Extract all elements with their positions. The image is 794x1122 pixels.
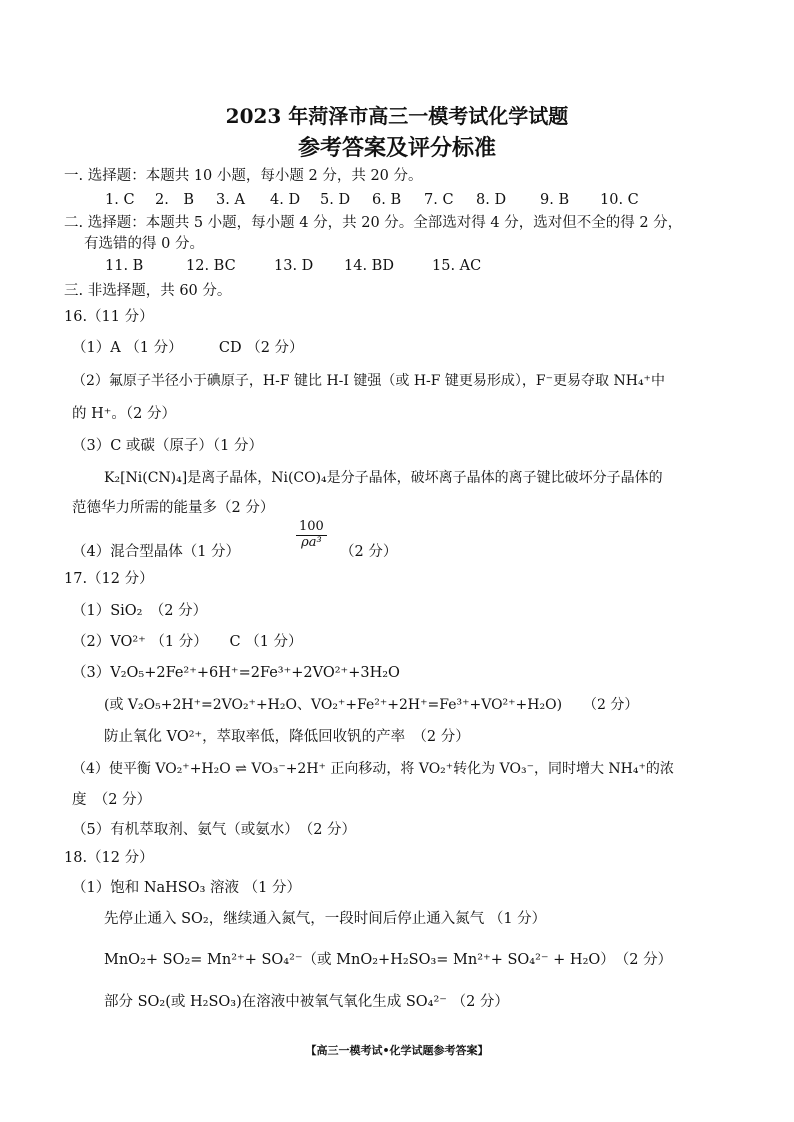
section2-heading-line1: 二. 选择题：本题共 5 小题，每小题 4 分，共 20 分。全部选对得 4 分，选对但不全的得 2 分， <box>64 215 683 231</box>
section3-heading: 三. 非选择题，共 60 分。 <box>64 283 232 299</box>
q16-part3: （3）C 或碳（原子）（1 分） <box>72 438 264 454</box>
answer-item: 5. D <box>320 192 351 208</box>
answer-item: 2. B <box>155 192 194 208</box>
document-subtitle: 参考答案及评分标准 <box>297 136 496 161</box>
q16-part2-line1: （2）氟原子半径小于碘原子，H-F 键比 H-I 键强（或 H-F 键更易形成），F⁻更易夺取 NH₄⁺中 <box>72 373 665 389</box>
q16-part4: （4）混合型晶体（1 分） <box>72 544 241 560</box>
document-title: 2023 年菏泽市高三一模考试化学试题 <box>225 104 569 128</box>
answer-item: 11. B <box>105 258 144 274</box>
answer-item: 3. A <box>216 192 245 208</box>
answer-item: 10. C <box>600 192 639 208</box>
answer-item: 7. C <box>424 192 454 208</box>
q17-part3-alt-equation: (或 V₂O₅+2H⁺=2VO₂⁺+H₂O、VO₂⁺+Fe²⁺+2H⁺=Fe³⁺+VO²⁺+H₂O) （2 分） <box>104 697 639 713</box>
answer-item: 6. B <box>372 192 402 208</box>
q18-part1: （1）饱和 NaHSO₃ 溶液 （1 分） <box>72 880 301 896</box>
q16-part3-explain-line2: 范德华力所需的能量多（2 分） <box>72 500 275 516</box>
density-fraction <box>296 520 327 551</box>
answer-item: 13. D <box>274 258 314 274</box>
answer-item: 12. BC <box>186 258 236 274</box>
q17-part1: （1）SiO₂ （2 分） <box>72 603 208 619</box>
answer-item: 8. D <box>476 192 507 208</box>
q17-part4-line1: （4）使平衡 VO₂⁺+H₂O ⇌ VO₃⁻+2H⁺ 正向移动，将 VO₂⁺转化为 VO₃⁻，同时增大 NH₄⁺的浓 <box>72 761 674 777</box>
answer-item: 14. BD <box>344 258 394 274</box>
q16-part2-line2: 的 H⁺。（2 分） <box>72 406 176 422</box>
q17-part3-reason: 防止氧化 VO²⁺，萃取率低，降低回收钒的产率 （2 分） <box>104 729 470 745</box>
q18-header: 18.（12 分） <box>64 850 154 866</box>
q17-part4-line2: 度 （2 分） <box>72 792 152 808</box>
q16-part3-explain-line1: K₂[Ni(CN)₄]是离子晶体，Ni(CO)₄是分子晶体，破坏离子晶体的离子键比破坏分子晶体的 <box>104 470 663 486</box>
answer-item: 9. B <box>540 192 570 208</box>
fraction-denominator: ρa³ <box>301 534 322 550</box>
q17-part2: （2）VO²⁺ （1 分） C （1 分） <box>72 634 303 650</box>
q17-header: 17.（12 分） <box>64 571 154 587</box>
q16-part1: （1）A （1 分） CD （2 分） <box>72 340 304 356</box>
section2-heading-line2: 有选错的得 0 分。 <box>84 236 204 252</box>
answer-item: 15. AC <box>432 258 482 274</box>
q17-part5: （5）有机萃取剂、氨气（或氨水） （2 分） <box>72 822 357 838</box>
fraction-numerator: 100 <box>296 520 327 536</box>
page-footer: 【高三一模考试•化学试题参考答案】 <box>305 1044 489 1057</box>
answer-item: 1. C <box>105 192 135 208</box>
q18-part1-equation: MnO₂+ SO₂= Mn²⁺+ SO₄²⁻（或 MnO₂+H₂SO₃= Mn²⁺+ SO₄²⁻ + H₂O） （2 分） <box>104 952 673 968</box>
q16-part4-score: （2 分） <box>340 544 398 560</box>
q18-part1-step: 先停止通入 SO₂，继续通入氮气，一段时间后停止通入氮气 （1 分） <box>104 911 547 927</box>
answer-item: 4. D <box>270 192 301 208</box>
section1-heading: 一. 选择题：本题共 10 小题，每小题 2 分，共 20 分。 <box>64 168 423 184</box>
q16-header: 16.（11 分） <box>64 309 154 325</box>
q17-part3-equation: （3）V₂O₅+2Fe²⁺+6H⁺=2Fe³⁺+2VO²⁺+3H₂O <box>72 665 400 681</box>
q18-part1-reason: 部分 SO₂(或 H₂SO₃)在溶液中被氧气氧化生成 SO₄²⁻ （2 分） <box>104 994 509 1010</box>
